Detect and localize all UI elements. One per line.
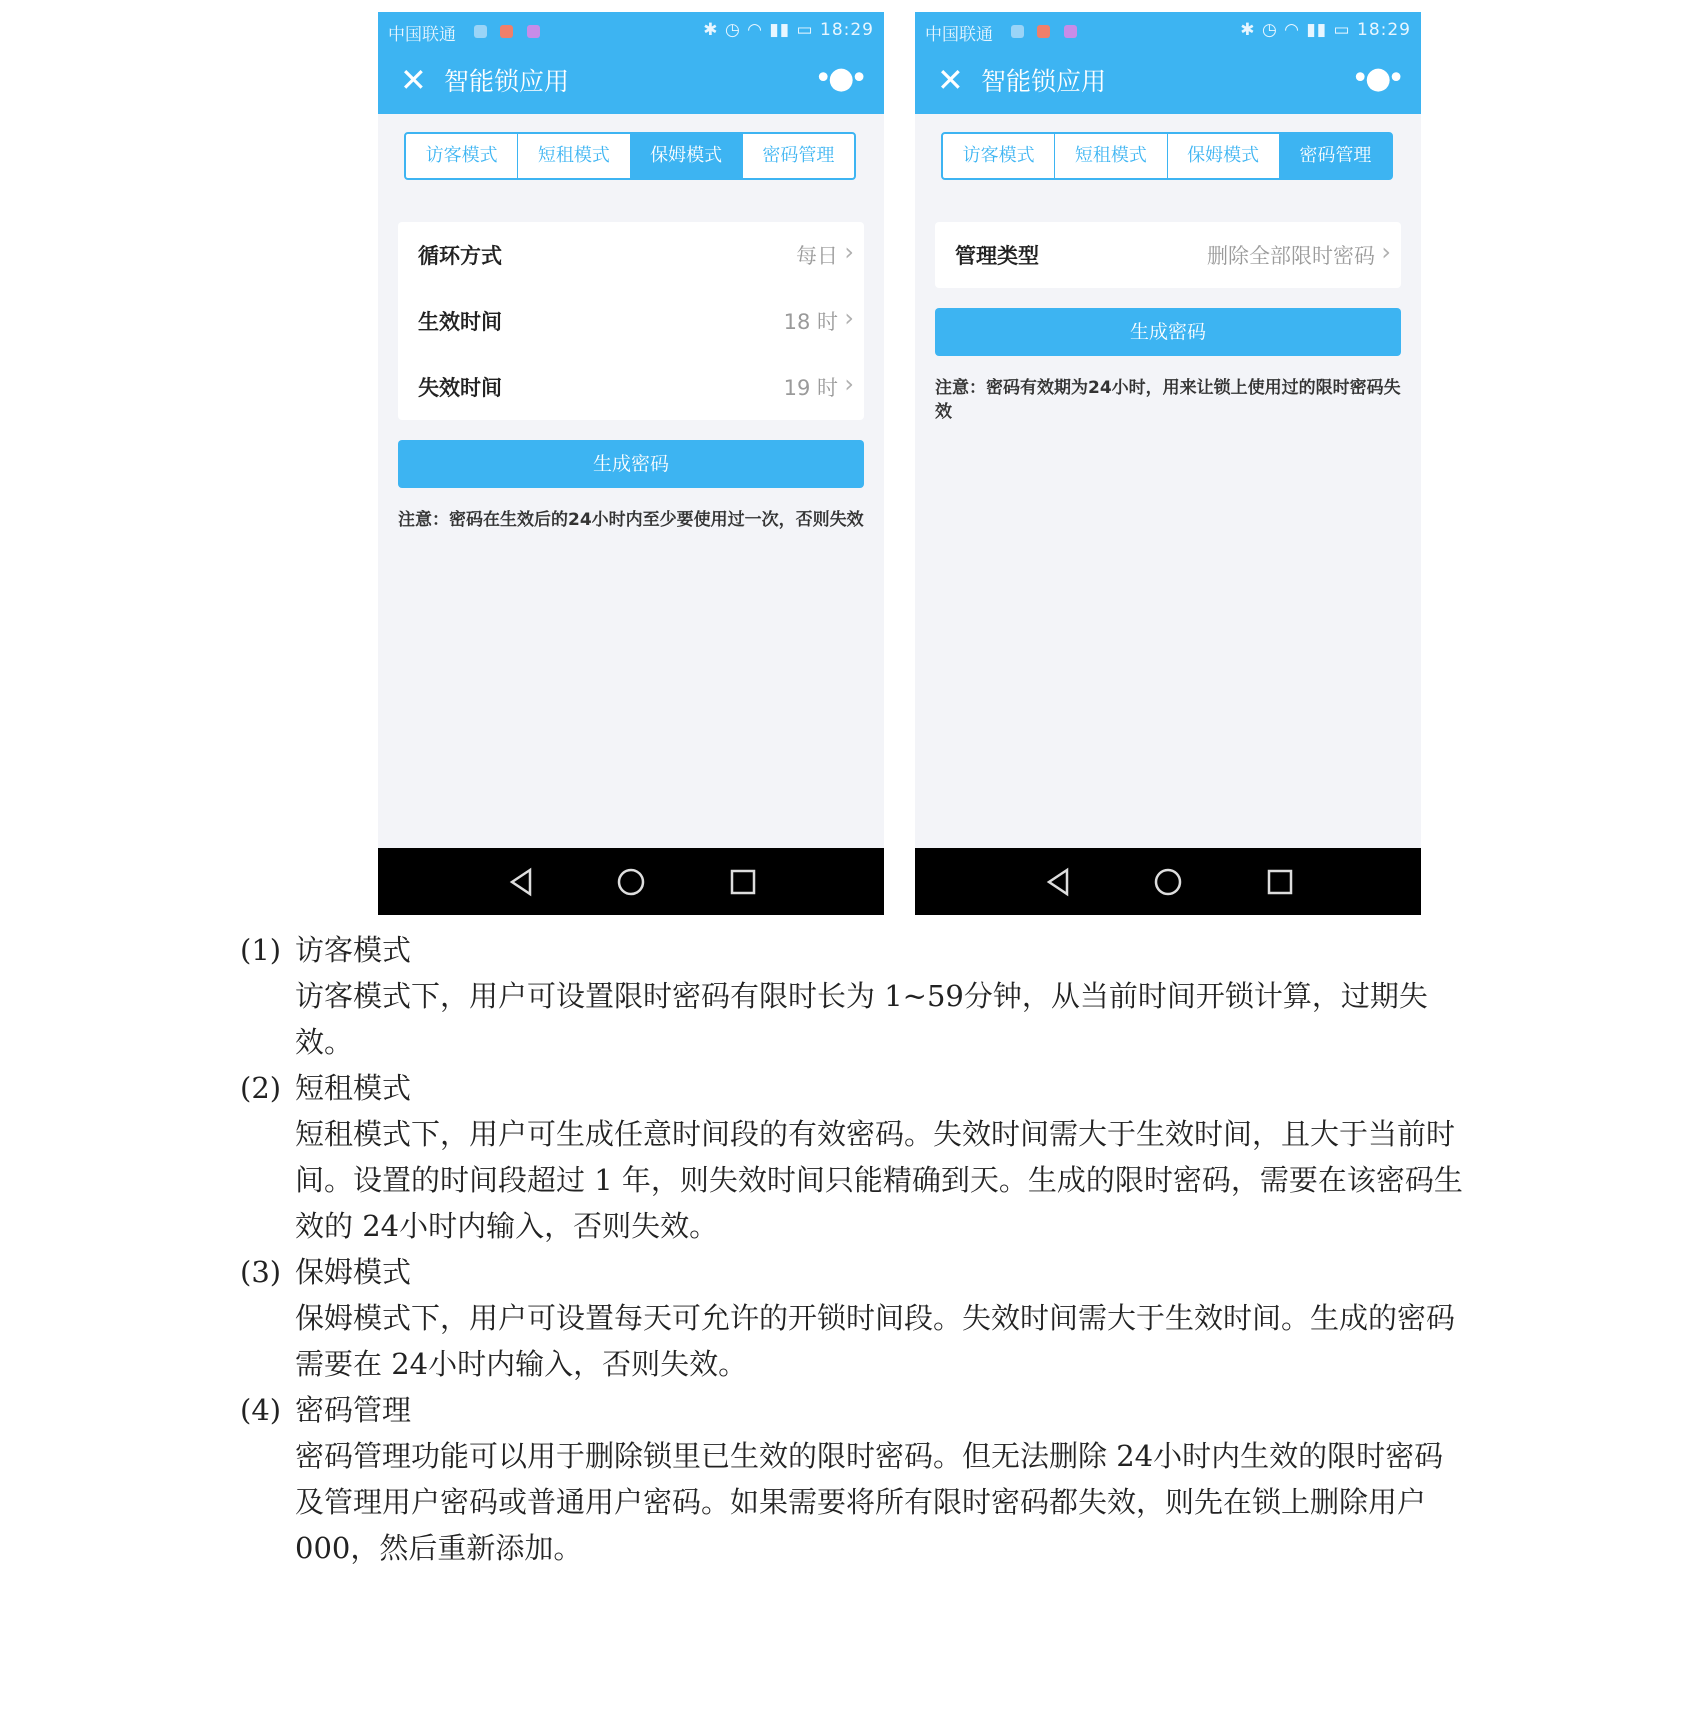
generate-password-button[interactable]: 生成密码 [398, 440, 864, 488]
status-bar [915, 12, 1421, 50]
tab-password-management[interactable]: 密码管理 [762, 145, 835, 166]
settings-list [398, 222, 864, 420]
status-time: 18:29 [1357, 20, 1411, 40]
home-icon[interactable] [615, 866, 647, 898]
chevron-right-icon: › [844, 238, 854, 266]
back-icon[interactable] [506, 866, 538, 898]
section-body: 保姆模式下，用户可设置每天可允许的开锁时间段。失效时间需大于生效时间。生成的密码需要在 24小时内输入，否则失效。 [295, 1301, 1456, 1381]
close-icon[interactable]: ✕ [400, 61, 427, 99]
home-icon[interactable] [1152, 866, 1184, 898]
status-right: ✱ ◷ ◠ ▮▮ ▭ 18:29 [703, 20, 874, 40]
tab-visitor-mode[interactable]: 访客模式 [406, 134, 518, 178]
section-title: 保姆模式 [295, 1255, 412, 1289]
tab-visitor-mode[interactable]: 访客模式 [943, 134, 1055, 178]
section-visitor-mode [240, 927, 1470, 1065]
phone-screenshot-nanny-mode [378, 12, 884, 915]
row-value: 18 时 [783, 310, 838, 334]
section-number: (4) [240, 1393, 282, 1427]
app-title: 智能锁应用 [444, 67, 570, 96]
tab-nanny-mode[interactable]: 保姆模式 [1168, 134, 1280, 178]
back-icon[interactable] [1043, 866, 1075, 898]
row-label: 管理类型 [955, 244, 1039, 268]
shield-icon [474, 25, 487, 38]
recent-apps-icon[interactable] [1264, 866, 1296, 898]
settings-list [935, 222, 1401, 288]
section-number: (3) [240, 1255, 282, 1289]
row-value: 每日 [796, 244, 838, 268]
mode-tabs [941, 132, 1393, 180]
app-icon [1037, 25, 1050, 38]
chevron-right-icon: › [1381, 238, 1391, 266]
chevron-right-icon: › [844, 370, 854, 398]
note-text: 注意：密码在生效后的24小时内至少要使用过一次，否则失效 [398, 510, 864, 530]
section-number: (1) [240, 933, 282, 967]
more-icon[interactable]: •●• [1351, 61, 1401, 96]
tab-nanny-mode[interactable]: 保姆模式 [631, 134, 743, 178]
notification-icons [1011, 23, 1085, 43]
app-icon [500, 25, 513, 38]
app-icon [527, 25, 540, 38]
app-header [378, 50, 884, 114]
chevron-right-icon: › [844, 304, 854, 332]
carrier-label: 中国联通 [388, 25, 456, 45]
android-nav-bar [915, 848, 1421, 915]
section-password-management [240, 1387, 1470, 1571]
section-short-rent-mode [240, 1065, 1470, 1249]
tab-short-rent-mode[interactable]: 短租模式 [518, 134, 630, 178]
section-title: 密码管理 [295, 1393, 412, 1427]
app-icon [1064, 25, 1077, 38]
row-label: 失效时间 [418, 376, 502, 400]
android-nav-bar [378, 848, 884, 915]
tab-password-management[interactable]: 密码管理 [1280, 134, 1391, 178]
mode-tabs [404, 132, 856, 180]
row-value: 删除全部限时密码 [1207, 244, 1375, 268]
list-item-end-time[interactable] [398, 354, 864, 420]
section-nanny-mode [240, 1249, 1470, 1387]
row-value: 19 时 [783, 376, 838, 400]
row-label: 循环方式 [418, 244, 502, 268]
section-body: 短租模式下，用户可生成任意时间段的有效密码。失效时间需大于生效时间，且大于当前时间。设置的时间段超过 1 年，则失效时间只能精确到天。生成的限时密码，需要在该密码生效的 24小时内输入，否则失效。 [295, 1117, 1463, 1243]
tab-short-rent-mode[interactable]: 短租模式 [1055, 134, 1167, 178]
section-title: 短租模式 [295, 1071, 412, 1105]
shield-icon [1011, 25, 1024, 38]
note-text: 注意：密码有效期为24小时，用来让锁上使用过的限时密码失效 [935, 378, 1401, 422]
list-item-start-time[interactable] [398, 288, 864, 354]
more-icon[interactable]: •●• [814, 61, 864, 96]
generate-password-button[interactable]: 生成密码 [935, 308, 1401, 356]
section-title: 访客模式 [295, 933, 412, 967]
close-icon[interactable]: ✕ [937, 61, 964, 99]
status-bar [378, 12, 884, 50]
app-title: 智能锁应用 [981, 67, 1107, 96]
section-body: 密码管理功能可以用于删除锁里已生效的限时密码。但无法删除 24小时内生效的限时密码及管理用户密码或普通用户密码。如果需要将所有限时密码都失效，则先在锁上删除用户 000，然后重新添加。 [295, 1439, 1444, 1565]
phone-screenshot-password-management [915, 12, 1421, 915]
status-time: 18:29 [820, 20, 874, 40]
carrier-label: 中国联通 [925, 25, 993, 45]
list-item-cycle[interactable] [398, 222, 864, 288]
recent-apps-icon[interactable] [727, 866, 759, 898]
list-item-management-type[interactable] [935, 222, 1401, 288]
status-right: ✱ ◷ ◠ ▮▮ ▭ 18:29 [1240, 20, 1411, 40]
row-label: 生效时间 [418, 310, 502, 334]
app-header [915, 50, 1421, 114]
notification-icons [474, 23, 548, 43]
section-body: 访客模式下，用户可设置限时密码有限时长为 1~59分钟，从当前时间开锁计算，过期失效。 [295, 979, 1428, 1059]
section-number: (2) [240, 1071, 282, 1105]
